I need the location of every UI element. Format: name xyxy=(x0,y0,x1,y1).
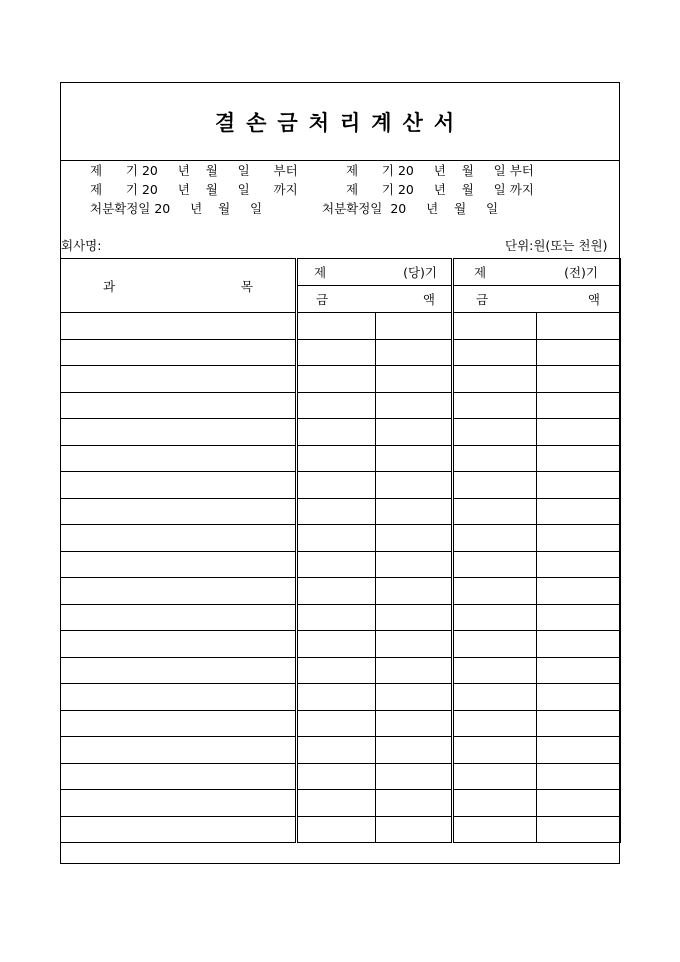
previous-amount-b[interactable] xyxy=(537,578,621,605)
current-amount-b[interactable] xyxy=(376,472,453,499)
previous-amount-b[interactable] xyxy=(537,498,621,525)
current-amount-b[interactable] xyxy=(376,551,453,578)
previous-amount-a[interactable] xyxy=(453,419,537,446)
subject-cell[interactable] xyxy=(61,604,297,631)
current-amount-a[interactable] xyxy=(297,419,376,446)
previous-amount-b[interactable] xyxy=(537,445,621,472)
subject-cell[interactable] xyxy=(61,551,297,578)
table-row xyxy=(61,737,621,764)
current-amount-b[interactable] xyxy=(376,737,453,764)
current-amount-b[interactable] xyxy=(376,684,453,711)
subject-cell[interactable] xyxy=(61,392,297,419)
current-amount-b[interactable] xyxy=(376,366,453,393)
previous-amount-a[interactable] xyxy=(453,525,537,552)
current-amount-b[interactable] xyxy=(376,763,453,790)
current-amount-a[interactable] xyxy=(297,445,376,472)
subject-cell[interactable] xyxy=(61,498,297,525)
subject-cell[interactable] xyxy=(61,710,297,737)
table-row xyxy=(61,790,621,817)
current-amount-right: 액 xyxy=(422,292,435,307)
current-amount-a[interactable] xyxy=(297,763,376,790)
document-title: 결손금처리계산서 xyxy=(214,110,466,135)
confirm-date-previous: 처분확정일 20 년 월 일 xyxy=(322,201,499,216)
table-row xyxy=(61,472,621,499)
previous-amount-a[interactable] xyxy=(453,313,537,340)
current-amount-b[interactable] xyxy=(376,339,453,366)
current-amount-a[interactable] xyxy=(297,525,376,552)
previous-amount-a[interactable] xyxy=(453,392,537,419)
subject-cell[interactable] xyxy=(61,790,297,817)
current-amount-header xyxy=(297,286,453,313)
subject-header xyxy=(61,259,297,313)
subject-cell[interactable] xyxy=(61,313,297,340)
previous-amount-b[interactable] xyxy=(537,710,621,737)
current-amount-b[interactable] xyxy=(376,525,453,552)
title-area xyxy=(61,83,619,161)
previous-amount-a[interactable] xyxy=(453,445,537,472)
previous-amount-b[interactable] xyxy=(537,313,621,340)
previous-amount-b[interactable] xyxy=(537,472,621,499)
current-amount-a[interactable] xyxy=(297,657,376,684)
subject-cell[interactable] xyxy=(61,578,297,605)
previous-amount-b[interactable] xyxy=(537,604,621,631)
current-amount-b[interactable] xyxy=(376,419,453,446)
previous-period-header xyxy=(453,259,621,286)
table-row xyxy=(61,631,621,658)
previous-amount-a[interactable] xyxy=(453,790,537,817)
period-end-previous: 제 기 20 년 월 일 까지 xyxy=(346,182,534,197)
unit-label: 단위:원(또는 천원) xyxy=(505,238,608,253)
subject-cell[interactable] xyxy=(61,631,297,658)
subject-cell[interactable] xyxy=(61,657,297,684)
previous-amount-b[interactable] xyxy=(537,684,621,711)
current-amount-a[interactable] xyxy=(297,339,376,366)
table-row xyxy=(61,657,621,684)
current-amount-b[interactable] xyxy=(376,578,453,605)
previous-amount-b[interactable] xyxy=(537,816,621,843)
subject-cell[interactable] xyxy=(61,419,297,446)
table-row xyxy=(61,816,621,843)
previous-amount-a[interactable] xyxy=(453,631,537,658)
subject-cell[interactable] xyxy=(61,816,297,843)
current-amount-a[interactable] xyxy=(297,313,376,340)
previous-amount-b[interactable] xyxy=(537,392,621,419)
current-period-suffix: (당)기 xyxy=(403,265,437,280)
previous-amount-a[interactable] xyxy=(453,578,537,605)
deficit-table xyxy=(60,258,621,843)
previous-amount-a[interactable] xyxy=(453,551,537,578)
previous-amount-a[interactable] xyxy=(453,366,537,393)
confirm-date-current: 처분확정일 20 년 월 일 xyxy=(90,201,263,216)
previous-amount-a[interactable] xyxy=(453,684,537,711)
subject-cell[interactable] xyxy=(61,339,297,366)
previous-amount-a[interactable] xyxy=(453,657,537,684)
current-amount-b[interactable] xyxy=(376,710,453,737)
current-amount-a[interactable] xyxy=(297,392,376,419)
table-row xyxy=(61,366,621,393)
previous-amount-b[interactable] xyxy=(537,631,621,658)
subject-header-right: 목 xyxy=(240,278,253,294)
current-amount-left: 금 xyxy=(316,292,329,307)
current-amount-a[interactable] xyxy=(297,710,376,737)
current-amount-a[interactable] xyxy=(297,366,376,393)
current-period-prefix: 제 xyxy=(314,265,327,280)
current-amount-b[interactable] xyxy=(376,498,453,525)
current-amount-a[interactable] xyxy=(297,498,376,525)
previous-amount-a[interactable] xyxy=(453,604,537,631)
previous-amount-b[interactable] xyxy=(537,525,621,552)
subject-cell[interactable] xyxy=(61,525,297,552)
previous-amount-b[interactable] xyxy=(537,339,621,366)
period-start-current: 제 기 20 년 월 일 부터 xyxy=(90,163,298,178)
previous-amount-a[interactable] xyxy=(453,816,537,843)
table-row xyxy=(61,763,621,790)
current-amount-a[interactable] xyxy=(297,790,376,817)
table-row xyxy=(61,604,621,631)
previous-amount-b[interactable] xyxy=(537,737,621,764)
table-row xyxy=(61,684,621,711)
previous-amount-a[interactable] xyxy=(453,710,537,737)
current-amount-b[interactable] xyxy=(376,631,453,658)
current-amount-b[interactable] xyxy=(376,604,453,631)
subject-cell[interactable] xyxy=(61,684,297,711)
current-amount-a[interactable] xyxy=(297,684,376,711)
previous-amount-a[interactable] xyxy=(453,763,537,790)
previous-amount-a[interactable] xyxy=(453,737,537,764)
current-amount-b[interactable] xyxy=(376,790,453,817)
subject-cell[interactable] xyxy=(61,366,297,393)
previous-amount-a[interactable] xyxy=(453,339,537,366)
table-row xyxy=(61,445,621,472)
table-row xyxy=(61,419,621,446)
current-amount-a[interactable] xyxy=(297,737,376,764)
table-row xyxy=(61,339,621,366)
current-amount-a[interactable] xyxy=(297,816,376,843)
subject-cell[interactable] xyxy=(61,472,297,499)
previous-amount-b[interactable] xyxy=(537,790,621,817)
current-amount-b[interactable] xyxy=(376,657,453,684)
previous-amount-b[interactable] xyxy=(537,419,621,446)
previous-amount-b[interactable] xyxy=(537,763,621,790)
current-amount-a[interactable] xyxy=(297,578,376,605)
previous-amount-b[interactable] xyxy=(537,551,621,578)
current-amount-a[interactable] xyxy=(297,604,376,631)
subject-cell[interactable] xyxy=(61,737,297,764)
previous-period-suffix: (전)기 xyxy=(564,265,598,280)
previous-amount-left: 금 xyxy=(476,292,489,307)
table-row xyxy=(61,498,621,525)
table-row xyxy=(61,578,621,605)
table-row xyxy=(61,710,621,737)
current-amount-b[interactable] xyxy=(376,816,453,843)
current-amount-a[interactable] xyxy=(297,551,376,578)
table-row xyxy=(61,525,621,552)
previous-amount-right: 액 xyxy=(587,292,600,307)
table-row xyxy=(61,392,621,419)
current-amount-b[interactable] xyxy=(376,392,453,419)
previous-amount-b[interactable] xyxy=(537,366,621,393)
previous-amount-b[interactable] xyxy=(537,657,621,684)
table-row xyxy=(61,551,621,578)
current-amount-a[interactable] xyxy=(297,631,376,658)
previous-period-prefix: 제 xyxy=(474,265,487,280)
subject-cell[interactable] xyxy=(61,445,297,472)
period-end-current: 제 기 20 년 월 일 까지 xyxy=(90,182,298,197)
current-period-header xyxy=(297,259,453,286)
previous-amount-a[interactable] xyxy=(453,472,537,499)
current-amount-b[interactable] xyxy=(376,313,453,340)
previous-amount-header xyxy=(453,286,621,313)
period-start-previous: 제 기 20 년 월 일 부터 xyxy=(346,163,534,178)
current-amount-b[interactable] xyxy=(376,445,453,472)
subject-header-left: 과 xyxy=(103,278,116,294)
previous-amount-a[interactable] xyxy=(453,498,537,525)
company-name-label: 회사명: xyxy=(61,238,102,253)
subject-cell[interactable] xyxy=(61,763,297,790)
current-amount-a[interactable] xyxy=(297,472,376,499)
table-row xyxy=(61,313,621,340)
